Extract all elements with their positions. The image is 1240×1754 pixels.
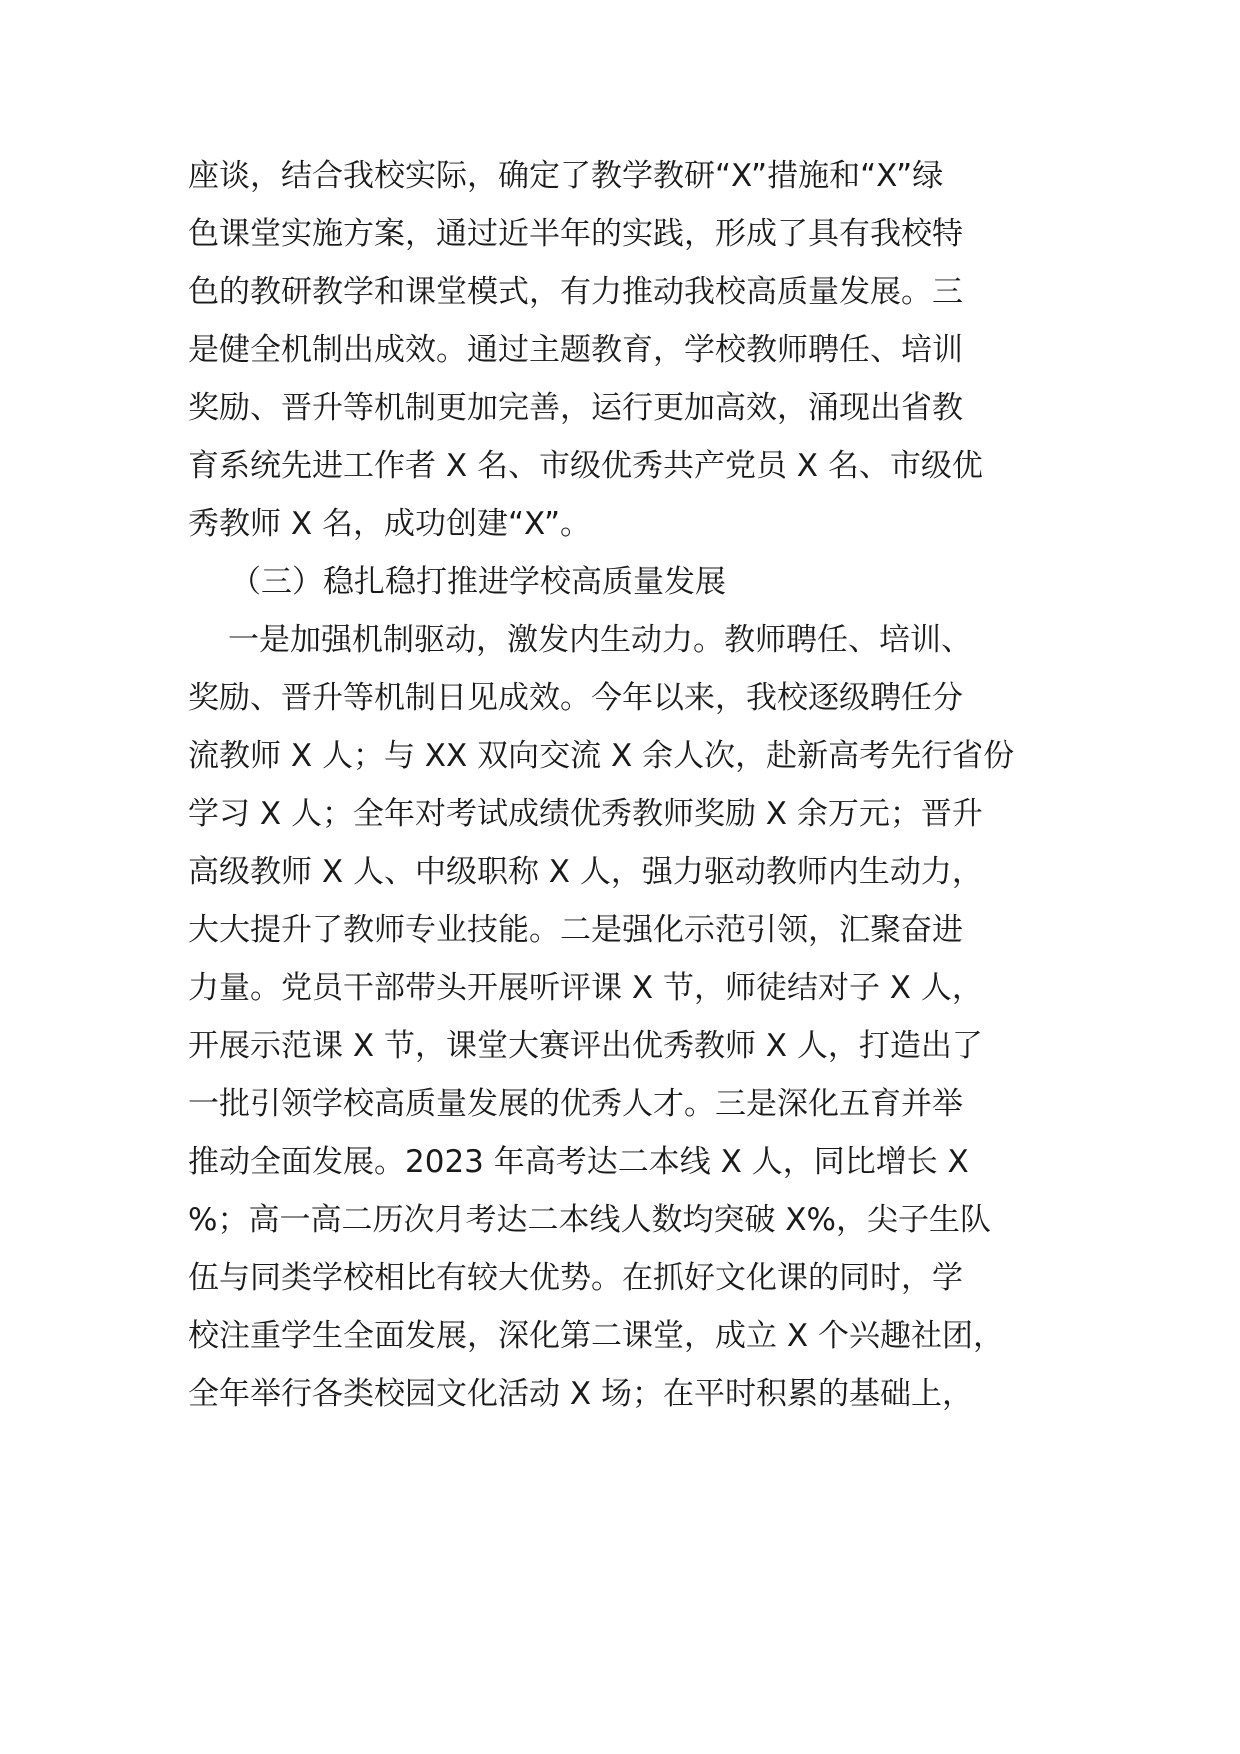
text-line-13: 高级教师 X 人、中级职称 X 人，强力驱动教师内生动力， — [188, 854, 983, 890]
text-line-9: 一是加强机制驱动，激发内生动力。教师聘任、培训、 — [228, 622, 972, 658]
text-line-11: 流教师 X 人；与 XX 双向交流 X 余人次，赴新高考先行省份 — [188, 738, 1015, 774]
text-line-7: 秀教师 X 名，成功创建“X”。 — [188, 506, 592, 542]
text-line-6: 育系统先进工作者 X 名、市级优秀共产党员 X 名、市级优 — [188, 448, 983, 484]
text-line-5: 奖励、晋升等机制更加完善，运行更加高效，涌现出省教 — [188, 390, 963, 426]
text-line-21: 校注重学生全面发展，深化第二课堂，成立 X 个兴趣社团， — [188, 1318, 1004, 1354]
text-line-18: 推动全面发展。2023 年高考达二本线 X 人，同比增长 X — [188, 1144, 969, 1180]
text-line-19: %；高一高二历次月考达二本线人数均突破 X%，尖子生队 — [188, 1202, 992, 1238]
text-line-10: 奖励、晋升等机制日见成效。今年以来，我校逐级聘任分 — [188, 680, 963, 716]
text-line-16: 开展示范课 X 节，课堂大赛评出优秀教师 X 人，打造出了 — [188, 1028, 983, 1064]
text-line-12: 学习 X 人；全年对考试成绩优秀教师奖励 X 余万元；晋升 — [188, 796, 983, 832]
text-line-15: 力量。党员干部带头开展听评课 X 节，师徒结对子 X 人， — [188, 970, 983, 1006]
text-line-14: 大大提升了教师专业技能。二是强化示范引领，汇聚奋进 — [188, 912, 963, 948]
text-line-22: 全年举行各类校园文化活动 X 场；在平时积累的基础上， — [188, 1376, 973, 1412]
text-line-1: 座谈，结合我校实际，确定了教学教研“X”措施和“X”绿 — [188, 158, 944, 194]
text-line-3: 色的教研教学和课堂模式，有力推动我校高质量发展。三 — [188, 274, 963, 310]
text-line-2: 色课堂实施方案，通过近半年的实践，形成了具有我校特 — [188, 216, 963, 252]
text-line-20: 伍与同类学校相比有较大优势。在抓好文化课的同时，学 — [188, 1260, 963, 1296]
text-line-4: 是健全机制出成效。通过主题教育，学校教师聘任、培训 — [188, 332, 963, 368]
text-line-17: 一批引领学校高质量发展的优秀人才。三是深化五育并举 — [188, 1086, 963, 1122]
section-heading: （三）稳扎稳打推进学校高质量发展 — [230, 564, 726, 600]
